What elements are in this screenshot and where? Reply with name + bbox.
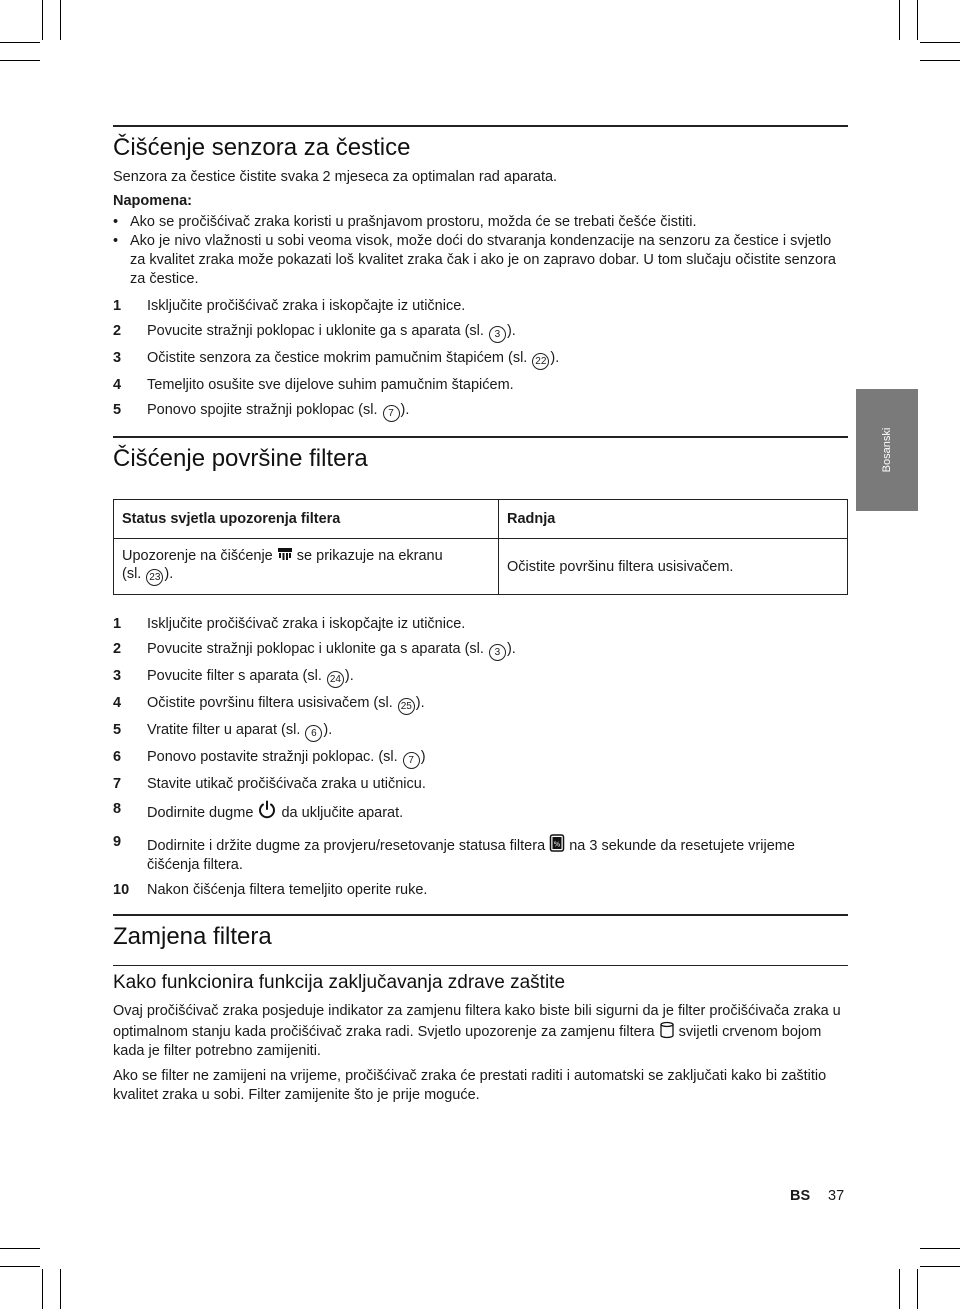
section-title-filter-replacement: Zamjena filtera bbox=[113, 923, 272, 950]
step-item bbox=[113, 667, 848, 688]
crop-mark bbox=[42, 1269, 43, 1309]
figure-ref: 7 bbox=[383, 405, 400, 422]
step-item bbox=[113, 694, 848, 715]
step-text: Temeljito osušite sve dijelove suhim pamučnim štapićem. bbox=[147, 377, 514, 393]
step-item bbox=[113, 721, 848, 742]
step-item bbox=[113, 376, 848, 395]
table-header-row bbox=[114, 500, 848, 539]
crop-mark bbox=[0, 60, 40, 61]
step-number: 3 bbox=[113, 350, 122, 366]
step-text: Isključite pročišćivač zraka i iskopčajte iz utičnice. bbox=[147, 298, 466, 314]
step-number: 4 bbox=[113, 377, 122, 393]
subsection-title: Kako funkcionira funkcija zaključavanja zdrave zaštite bbox=[113, 972, 566, 993]
note-title: Napomena: bbox=[113, 193, 192, 209]
step-number: 8 bbox=[113, 801, 122, 817]
step-text: Ponovo spojite stražnji poklopac (sl. bbox=[147, 402, 382, 418]
step-text-end: ). bbox=[550, 350, 560, 366]
step-number: 3 bbox=[113, 668, 122, 684]
section-intro: Senzora za čestice čistite svaka 2 mjeseca za optimalan rad aparata. bbox=[113, 169, 558, 185]
paragraph bbox=[113, 1002, 848, 1061]
figure-ref: 25 bbox=[398, 698, 415, 715]
figure-ref: 23 bbox=[146, 569, 163, 586]
step-item bbox=[113, 833, 848, 875]
step-item bbox=[113, 881, 848, 900]
crop-mark bbox=[920, 42, 960, 43]
crop-mark bbox=[920, 1248, 960, 1249]
cell-text: (sl. bbox=[122, 566, 146, 582]
power-icon bbox=[257, 800, 277, 820]
crop-mark bbox=[0, 42, 40, 43]
step-text: Povucite filter s aparata (sl. bbox=[147, 668, 326, 684]
crop-mark bbox=[917, 1269, 918, 1309]
step-item bbox=[113, 640, 848, 661]
section-rule bbox=[113, 914, 848, 916]
section-title-filter-surface: Čišćenje površine filtera bbox=[113, 445, 368, 472]
language-side-tab-label: Bosanski bbox=[881, 427, 893, 473]
step-item bbox=[113, 297, 848, 316]
step-text: Vratite filter u aparat (sl. bbox=[147, 722, 305, 738]
step-item bbox=[113, 615, 848, 634]
svg-text:%: % bbox=[553, 840, 561, 849]
step-text-end: ). bbox=[415, 695, 425, 711]
step-text: Ponovo postavite stražnji poklopac. (sl. bbox=[147, 749, 402, 765]
crop-mark bbox=[0, 1248, 40, 1249]
crop-mark bbox=[60, 1269, 61, 1309]
crop-mark bbox=[899, 0, 900, 40]
crop-mark bbox=[42, 0, 43, 40]
section-title-sensor-cleaning: Čišćenje senzora za čestice bbox=[113, 134, 411, 161]
step-number: 1 bbox=[113, 298, 122, 314]
crop-mark bbox=[917, 0, 918, 40]
crop-mark bbox=[899, 1269, 900, 1309]
step-text-end: ). bbox=[506, 641, 516, 657]
section-rule bbox=[113, 436, 848, 438]
cell-text: se prikazuje na ekranu bbox=[296, 548, 443, 564]
cell-text: ). bbox=[164, 566, 174, 582]
step-text: Povucite stražnji poklopac i uklonite ga s aparata (sl. bbox=[147, 323, 488, 339]
table-header-status: Status svjetla upozorenja filtera bbox=[114, 500, 499, 539]
step-text: Nakon čišćenja filtera temeljito operite ruke. bbox=[147, 882, 428, 898]
figure-ref: 3 bbox=[489, 326, 506, 343]
step-number: 5 bbox=[113, 402, 122, 418]
crop-mark bbox=[920, 60, 960, 61]
step-number: 9 bbox=[113, 834, 122, 850]
step-text: Povucite stražnji poklopac i uklonite ga s aparata (sl. bbox=[147, 641, 488, 657]
subsection-rule bbox=[113, 965, 848, 966]
sensor-steps-list bbox=[113, 297, 848, 422]
note-list bbox=[113, 213, 848, 289]
step-text-end: na 3 sekunde da resetujete vrijeme čišćenja filtera. bbox=[147, 838, 795, 873]
step-number: 2 bbox=[113, 641, 122, 657]
filter-replace-icon bbox=[659, 1021, 675, 1039]
step-item bbox=[113, 322, 848, 343]
step-text: Isključite pročišćivač zraka i iskopčajte iz utičnice. bbox=[147, 616, 466, 632]
filter-status-table bbox=[113, 499, 848, 595]
step-number: 1 bbox=[113, 616, 122, 632]
page-content bbox=[113, 125, 848, 1111]
step-text: Očistite površinu filtera usisivačem (sl. bbox=[147, 695, 397, 711]
footer-page-number: 37 bbox=[828, 1188, 845, 1204]
step-text: Dodirnite i držite dugme za provjeru/resetovanje statusa filtera bbox=[147, 838, 546, 854]
section-rule bbox=[113, 125, 848, 127]
step-number: 5 bbox=[113, 722, 122, 738]
step-text-end: ). bbox=[323, 722, 333, 738]
footer-language-code: BS bbox=[790, 1188, 811, 1204]
figure-ref: 24 bbox=[327, 671, 344, 688]
step-item bbox=[113, 401, 848, 422]
step-text-end: ) bbox=[420, 749, 426, 765]
table-cell-action: Očistite površinu filtera usisivačem. bbox=[499, 539, 848, 595]
table-header-action: Radnja bbox=[499, 500, 848, 539]
step-number: 4 bbox=[113, 695, 122, 711]
crop-mark bbox=[0, 1266, 40, 1267]
crop-mark bbox=[920, 1266, 960, 1267]
figure-ref: 6 bbox=[305, 725, 322, 742]
step-text-end: ). bbox=[344, 668, 354, 684]
step-item bbox=[113, 800, 848, 823]
step-number: 6 bbox=[113, 749, 122, 765]
note-item: • Ako se pročišćivač zraka koristi u prašnjavom prostoru, možda će se trebati češće čistiti. bbox=[113, 213, 848, 232]
step-item bbox=[113, 748, 848, 769]
crop-mark bbox=[60, 0, 61, 40]
step-item bbox=[113, 775, 848, 794]
step-number: 7 bbox=[113, 776, 122, 792]
figure-ref: 7 bbox=[403, 752, 420, 769]
language-side-tab bbox=[856, 389, 918, 511]
figure-ref: 22 bbox=[532, 353, 549, 370]
paragraph-text-end: svijetli crvenom bojom kada je filter potrebno zamijeniti. bbox=[113, 1024, 822, 1059]
paragraph-text: Ovaj pročišćivač zraka posjeduje indikator za zamjenu filtera kako biste bili sigurni da je filter pročišćivača zraka u optimalnom stanju kada pročišćivač zraka radi. Svjetlo upozorenje za zamjenu filtera bbox=[113, 1003, 841, 1040]
filter-reset-icon bbox=[549, 833, 565, 853]
figure-ref: 3 bbox=[489, 644, 506, 661]
step-item bbox=[113, 349, 848, 370]
step-text-end: da uključite aparat. bbox=[281, 805, 404, 821]
table-cell-status bbox=[114, 539, 499, 595]
step-text: Dodirnite dugme bbox=[147, 805, 254, 821]
paragraph: Ako se filter ne zamijeni na vrijeme, pročišćivač zraka će prestati raditi i automatski se zaključati kako bi zaštitio kvalitet zraka u sobi. Filter zamijenite što je prije moguće. bbox=[113, 1068, 827, 1103]
step-text-end: ). bbox=[400, 402, 410, 418]
cell-text: Upozorenje na čišćenje bbox=[122, 548, 273, 564]
filter-cleaning-steps bbox=[113, 615, 848, 900]
step-text-end: ). bbox=[506, 323, 516, 339]
note-item: • Ako je nivo vlažnosti u sobi veoma visok, može doći do stvaranja kondenzacije na senzoru za čestice i svjetlo za kvalitet zraka može pokazati loš kvalitet zraka čak i ako je on zapravo dobar. U tom slučaju očistite senzora za čestice. bbox=[113, 232, 848, 289]
filter-clean-icon bbox=[277, 547, 293, 563]
step-text: Očistite senzora za čestice mokrim pamučnim štapićem (sl. bbox=[147, 350, 532, 366]
step-number: 2 bbox=[113, 323, 122, 339]
step-text: Stavite utikač pročišćivača zraka u utičnicu. bbox=[147, 776, 426, 792]
table-row bbox=[114, 539, 848, 595]
step-number: 10 bbox=[113, 882, 130, 898]
